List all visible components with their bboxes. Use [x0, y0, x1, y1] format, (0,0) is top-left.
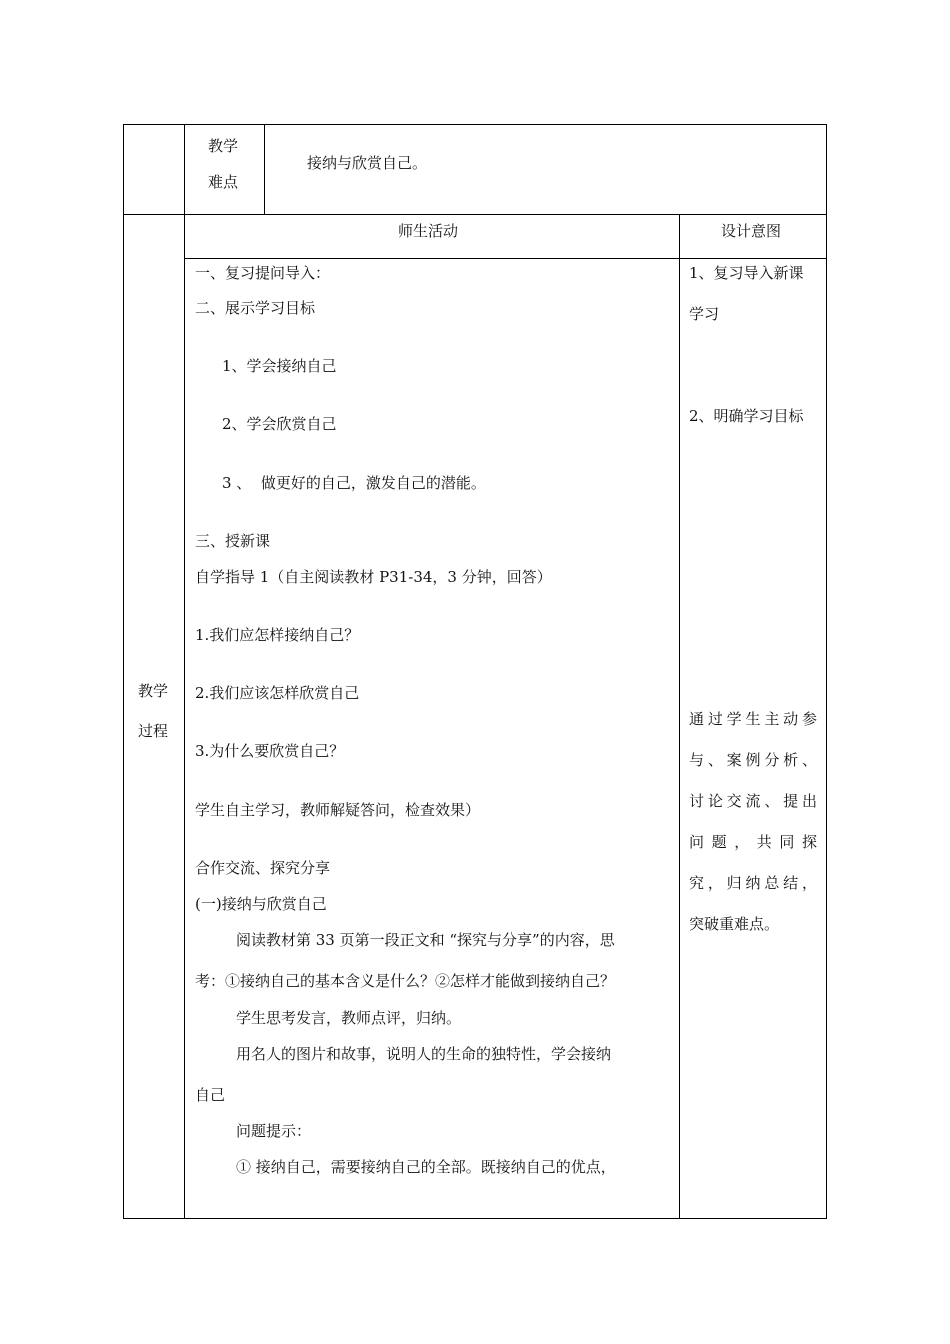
intent-line: 突破重难点。 — [689, 915, 780, 933]
intent-column-divider — [679, 214, 680, 1219]
activity-line: 合作交流、探究分享 — [195, 859, 331, 877]
activity-line: 自学指导 1（自主阅读教材 P31-34，3 分钟，回答） — [195, 568, 552, 586]
activity-line: (一)接纳与欣赏自己 — [195, 895, 327, 913]
activity-line: 3 、 做更好的自己，激发自己的潜能。 — [222, 474, 486, 492]
intent-line: 通过学生主动参 — [689, 710, 817, 728]
process-label-line1: 教学 — [138, 682, 169, 700]
table-border-bottom — [123, 1218, 827, 1219]
difficulty-label-divider — [264, 124, 265, 215]
activity-line: 1、学会接纳自己 — [222, 357, 337, 375]
intent-line: 究，归纳总结， — [689, 874, 817, 892]
activity-line: 考：①接纳自己的基本含义是什么？②怎样才能做到接纳自己？ — [195, 972, 616, 990]
intent-line: 讨论交流、提出 — [689, 792, 817, 810]
intent-column-header: 设计意图 — [721, 222, 782, 240]
activity-line: 问题提示： — [236, 1122, 312, 1140]
row-divider-difficulty — [123, 214, 827, 215]
difficulty-content: 接纳与欣赏自己。 — [307, 154, 428, 172]
difficulty-label-line1: 教学 — [208, 137, 239, 155]
activity-line: 2.我们应该怎样欣赏自己 — [195, 684, 360, 702]
activity-line: ① 接纳自己，需要接纳自己的全部。既接纳自己的优点， — [236, 1158, 616, 1176]
header-row-divider — [184, 258, 827, 259]
table-border-top — [123, 124, 827, 125]
table-border-left — [123, 124, 124, 1219]
process-label-line2: 过程 — [138, 722, 169, 740]
activity-line: 阅读教材第 33 页第一段正文和 “探究与分享”的内容，思 — [236, 931, 615, 949]
activity-line: 3.为什么要欣赏自己？ — [195, 742, 345, 760]
activity-line: 1.我们应怎样接纳自己？ — [195, 626, 360, 644]
difficulty-label-line2: 难点 — [208, 173, 239, 191]
activity-line: 自己 — [195, 1086, 226, 1104]
activity-line: 学生思考发言，教师点评，归纳。 — [236, 1009, 462, 1027]
intent-line: 学习 — [689, 305, 720, 323]
table-border-right — [826, 124, 827, 1219]
activity-line: 一、复习提问导入： — [195, 264, 331, 282]
activity-line: 学生自主学习，教师解疑答问，检查效果） — [195, 801, 481, 819]
activity-line: 2、学会欣赏自己 — [222, 415, 337, 433]
intent-line: 1、复习导入新课 — [689, 264, 804, 282]
activity-column-header: 师生活动 — [398, 222, 459, 240]
activity-line: 二、展示学习目标 — [195, 299, 316, 317]
intent-line: 与、案例分析、 — [689, 751, 817, 769]
intent-line: 问 题 ， 共 同 探 — [689, 833, 817, 851]
label-column-divider — [184, 124, 185, 1219]
activity-line: 用名人的图片和故事，说明人的生命的独特性，学会接纳 — [236, 1045, 612, 1063]
intent-line: 2、明确学习目标 — [689, 407, 804, 425]
activity-line: 三、授新课 — [195, 532, 271, 550]
